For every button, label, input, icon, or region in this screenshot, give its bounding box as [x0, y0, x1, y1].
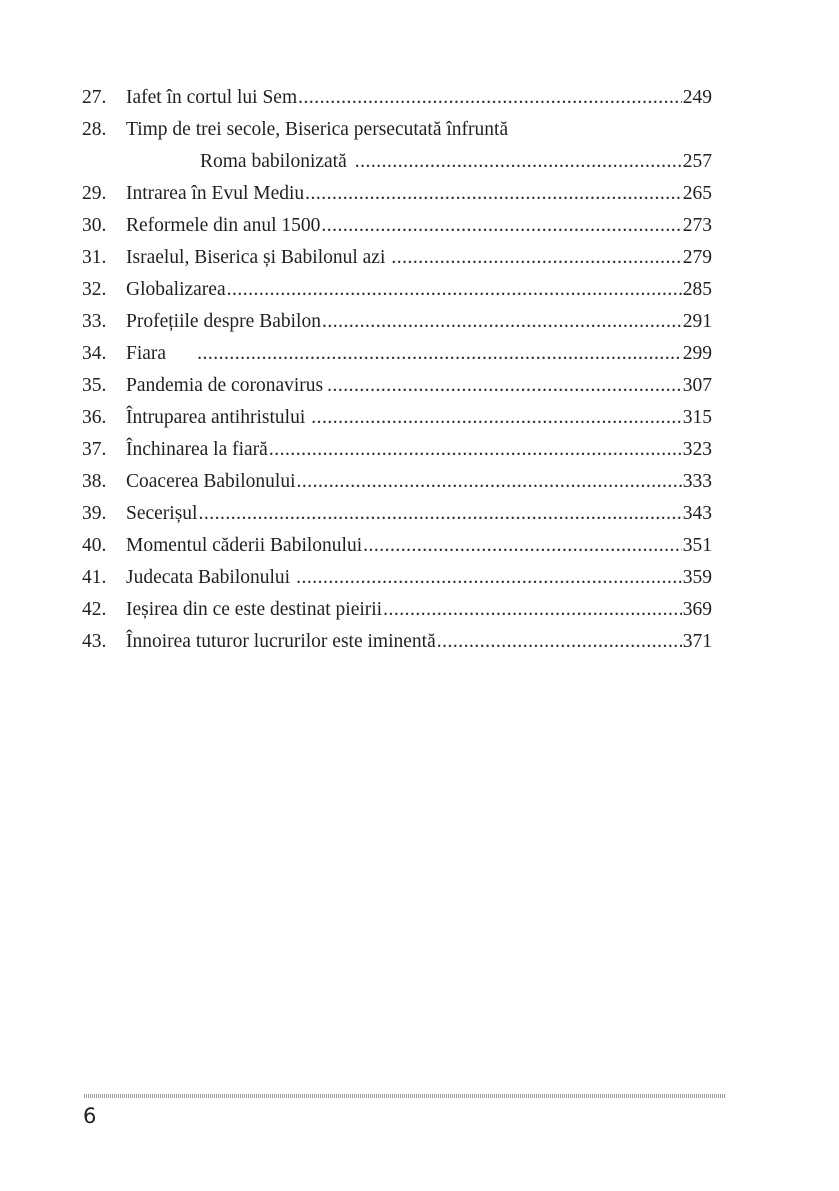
- entry-number: 28.: [82, 119, 107, 140]
- entry-title: Profețiile despre Babilon: [126, 311, 321, 332]
- dot-leader: [167, 338, 682, 370]
- entry-title: Globalizarea: [126, 279, 226, 300]
- toc-entry[interactable]: [82, 594, 712, 626]
- entry-number: 33.: [82, 311, 107, 332]
- entry-number: 37.: [82, 439, 107, 460]
- dot-leader: [296, 562, 682, 594]
- toc-entry[interactable]: [82, 530, 712, 562]
- dot-leader: [298, 82, 682, 114]
- entry-title: Israelul, Biserica și Babilonul azi: [126, 247, 386, 268]
- toc-entry[interactable]: [82, 114, 712, 178]
- toc-entry[interactable]: [82, 210, 712, 242]
- entry-number: 31.: [82, 247, 107, 268]
- toc-entry[interactable]: [82, 626, 712, 658]
- dot-leader: [437, 626, 682, 658]
- entry-title: Iafet în cortul lui Sem: [126, 87, 298, 108]
- entry-title: Reformele din anul 1500: [126, 215, 321, 236]
- toc-entry[interactable]: [82, 562, 712, 594]
- toc-entry[interactable]: [82, 466, 712, 498]
- entry-title: Întruparea antihristului: [126, 407, 306, 428]
- dot-leader: [391, 242, 681, 274]
- entry-page: 343: [682, 503, 712, 524]
- entry-number: 32.: [82, 279, 107, 300]
- entry-title: Timp de trei secole, Biserica persecutată înfruntă: [126, 119, 509, 140]
- dot-leader: [269, 434, 682, 466]
- entry-page: 279: [682, 247, 712, 268]
- entry-page: 265: [682, 183, 712, 204]
- entry-number: 43.: [82, 631, 107, 652]
- entry-page: 359: [682, 567, 712, 588]
- toc-entry[interactable]: [82, 306, 712, 338]
- entry-title: Pandemia de coronavirus: [126, 375, 324, 396]
- dot-leader: [383, 594, 682, 626]
- entry-page: 249: [682, 87, 712, 108]
- entry-title: Ieșirea din ce este destinat pieirii: [126, 599, 383, 620]
- entry-number: 27.: [82, 87, 107, 108]
- entry-title: Momentul căderii Babilonului: [126, 535, 363, 556]
- dot-leader: [321, 210, 681, 242]
- dot-leader: [198, 498, 681, 530]
- dot-leader: [227, 274, 682, 306]
- footer-rule: [84, 1094, 726, 1098]
- entry-number: 38.: [82, 471, 107, 492]
- dot-leader: [311, 402, 682, 434]
- entry-title: Coacerea Babilonului: [126, 471, 296, 492]
- dot-leader: [296, 466, 681, 498]
- entry-number: 36.: [82, 407, 107, 428]
- entry-number: 41.: [82, 567, 107, 588]
- entry-page: 371: [682, 631, 712, 652]
- entry-page: 333: [682, 471, 712, 492]
- toc-entry[interactable]: [82, 402, 712, 434]
- entry-title-continuation: Roma babilonizată: [200, 151, 347, 172]
- toc-entry[interactable]: [82, 242, 712, 274]
- toc-entry[interactable]: [82, 498, 712, 530]
- entry-number: 29.: [82, 183, 107, 204]
- entry-page: 307: [682, 375, 712, 396]
- toc-entry[interactable]: [82, 434, 712, 466]
- page-number: 6: [83, 1104, 97, 1128]
- entry-page: 351: [682, 535, 712, 556]
- dot-leader: [327, 370, 682, 402]
- dot-leader: [305, 178, 682, 210]
- entry-title: Judecata Babilonului: [126, 567, 291, 588]
- entry-title: Închinarea la fiară: [126, 439, 268, 460]
- entry-page: 369: [682, 599, 712, 620]
- entry-page: 315: [682, 407, 712, 428]
- entry-number: 40.: [82, 535, 107, 556]
- entry-number: 39.: [82, 503, 107, 524]
- entry-title: Intrarea în Evul Mediu: [126, 183, 305, 204]
- dot-leader: [355, 146, 682, 178]
- toc-entry[interactable]: [82, 338, 712, 370]
- dot-leader: [363, 530, 682, 562]
- toc-entry[interactable]: [82, 370, 712, 402]
- dot-leader: [322, 306, 682, 338]
- toc-entry[interactable]: [82, 82, 712, 114]
- entry-number: 42.: [82, 599, 107, 620]
- entry-title: Secerișul: [126, 503, 198, 524]
- table-of-contents: [82, 82, 712, 658]
- entry-number: 30.: [82, 215, 107, 236]
- entry-page: 273: [682, 215, 712, 236]
- entry-page: 323: [682, 439, 712, 460]
- entry-title: Fiara: [126, 343, 167, 364]
- toc-entry[interactable]: [82, 274, 712, 306]
- entry-title: Înnoirea tuturor lucrurilor este iminentă: [126, 631, 436, 652]
- toc-entry[interactable]: [82, 178, 712, 210]
- entry-page: 291: [682, 311, 712, 332]
- entry-number: 34.: [82, 343, 107, 364]
- entry-page: 285: [682, 279, 712, 300]
- entry-number: 35.: [82, 375, 107, 396]
- entry-page: 299: [682, 343, 712, 364]
- entry-page: 257: [682, 151, 712, 172]
